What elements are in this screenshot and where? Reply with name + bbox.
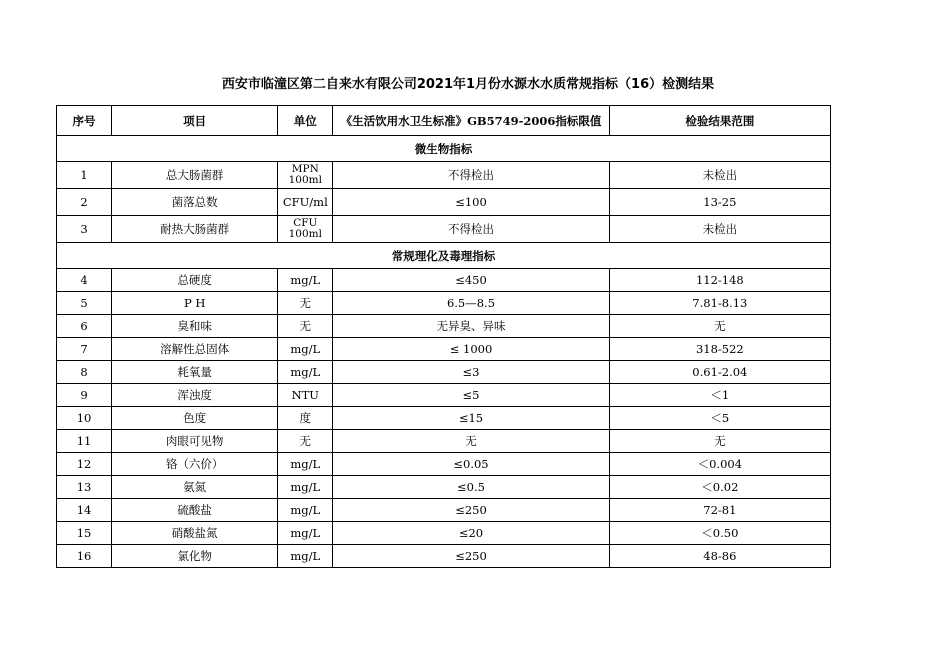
cell-limit: ≤3: [333, 361, 609, 384]
table-row: [57, 522, 831, 545]
cell-unit: 度: [278, 407, 333, 430]
cell-result: 13-25: [609, 189, 830, 216]
header-unit: 单位: [278, 106, 333, 136]
cell-limit: ≤250: [333, 545, 609, 568]
cell-unit: mg/L: [278, 338, 333, 361]
cell-limit: ≤5: [333, 384, 609, 407]
cell-limit: ≤20: [333, 522, 609, 545]
cell-limit: 6.5—8.5: [333, 292, 609, 315]
cell-item: 耐热大肠菌群: [112, 216, 278, 243]
cell-no: 8: [57, 361, 112, 384]
table-row: [57, 361, 831, 384]
cell-limit: ≤0.5: [333, 476, 609, 499]
water-quality-table: [56, 105, 831, 568]
cell-unit: CFU 100ml: [278, 216, 333, 243]
header-result: 检验结果范围: [609, 106, 830, 136]
table-row: [57, 315, 831, 338]
table-row: [57, 216, 831, 243]
cell-result: ＜0.004: [609, 453, 830, 476]
section-row: [57, 243, 831, 269]
cell-item: 臭和味: [112, 315, 278, 338]
cell-limit: 无异臭、异味: [333, 315, 609, 338]
cell-result: 318-522: [609, 338, 830, 361]
cell-limit: 无: [333, 430, 609, 453]
cell-unit: 无: [278, 292, 333, 315]
cell-no: 3: [57, 216, 112, 243]
cell-result: 7.81-8.13: [609, 292, 830, 315]
cell-no: 10: [57, 407, 112, 430]
cell-unit: 无: [278, 430, 333, 453]
page-title: 西安市临潼区第二自来水有限公司2021年1月份水源水水质常规指标（16）检测结果: [221, 77, 715, 92]
cell-no: 7: [57, 338, 112, 361]
cell-item: 溶解性总固体: [112, 338, 278, 361]
cell-item: P H: [112, 292, 278, 315]
table-row: [57, 430, 831, 453]
cell-no: 4: [57, 269, 112, 292]
cell-unit: CFU/ml: [278, 189, 333, 216]
cell-limit: ≤ 1000: [333, 338, 609, 361]
table-row: [57, 545, 831, 568]
cell-no: 15: [57, 522, 112, 545]
cell-no: 13: [57, 476, 112, 499]
table-row: [57, 384, 831, 407]
table-row: [57, 499, 831, 522]
cell-no: 9: [57, 384, 112, 407]
cell-limit: ≤15: [333, 407, 609, 430]
table-row: [57, 292, 831, 315]
cell-unit: mg/L: [278, 453, 333, 476]
table-row: [57, 407, 831, 430]
cell-result: ＜5: [609, 407, 830, 430]
section-label: 微生物指标: [57, 136, 831, 162]
cell-item: 氨氮: [112, 476, 278, 499]
table-row: [57, 476, 831, 499]
section-label: 常规理化及毒理指标: [57, 243, 831, 269]
table-row: [57, 338, 831, 361]
cell-result: ＜0.50: [609, 522, 830, 545]
cell-result: 72-81: [609, 499, 830, 522]
cell-unit: MPN 100ml: [278, 162, 333, 189]
cell-unit: mg/L: [278, 522, 333, 545]
cell-unit: mg/L: [278, 269, 333, 292]
cell-item: 浑浊度: [112, 384, 278, 407]
cell-item: 肉眼可见物: [112, 430, 278, 453]
cell-limit: ≤450: [333, 269, 609, 292]
cell-item: 色度: [112, 407, 278, 430]
cell-result: 未检出: [609, 162, 830, 189]
cell-result: ＜0.02: [609, 476, 830, 499]
cell-item: 氯化物: [112, 545, 278, 568]
cell-result: 0.61-2.04: [609, 361, 830, 384]
cell-no: 5: [57, 292, 112, 315]
cell-result: 无: [609, 430, 830, 453]
cell-limit: 不得检出: [333, 162, 609, 189]
header-item: 项目: [112, 106, 278, 136]
header-limit: 《生活饮用水卫生标准》GB5749-2006指标限值: [333, 106, 609, 136]
cell-no: 2: [57, 189, 112, 216]
cell-result: ＜1: [609, 384, 830, 407]
cell-no: 6: [57, 315, 112, 338]
cell-unit: mg/L: [278, 361, 333, 384]
cell-no: 16: [57, 545, 112, 568]
cell-item: 硫酸盐: [112, 499, 278, 522]
cell-item: 耗氧量: [112, 361, 278, 384]
cell-no: 12: [57, 453, 112, 476]
cell-item: 铬（六价）: [112, 453, 278, 476]
cell-item: 菌落总数: [112, 189, 278, 216]
cell-item: 硝酸盐氮: [112, 522, 278, 545]
table-row: [57, 189, 831, 216]
cell-limit: ≤100: [333, 189, 609, 216]
table-row: [57, 269, 831, 292]
cell-no: 1: [57, 162, 112, 189]
cell-result: 无: [609, 315, 830, 338]
cell-result: 112-148: [609, 269, 830, 292]
cell-unit: 无: [278, 315, 333, 338]
cell-result: 未检出: [609, 216, 830, 243]
cell-no: 14: [57, 499, 112, 522]
cell-limit: 不得检出: [333, 216, 609, 243]
header-no: 序号: [57, 106, 112, 136]
cell-result: 48-86: [609, 545, 830, 568]
cell-limit: ≤250: [333, 499, 609, 522]
cell-limit: ≤0.05: [333, 453, 609, 476]
cell-unit: mg/L: [278, 545, 333, 568]
section-row: [57, 136, 831, 162]
cell-item: 总硬度: [112, 269, 278, 292]
cell-unit: NTU: [278, 384, 333, 407]
table-row: [57, 453, 831, 476]
cell-unit: mg/L: [278, 476, 333, 499]
cell-unit: mg/L: [278, 499, 333, 522]
header-row: [57, 106, 831, 136]
cell-no: 11: [57, 430, 112, 453]
table-row: [57, 162, 831, 189]
cell-item: 总大肠菌群: [112, 162, 278, 189]
